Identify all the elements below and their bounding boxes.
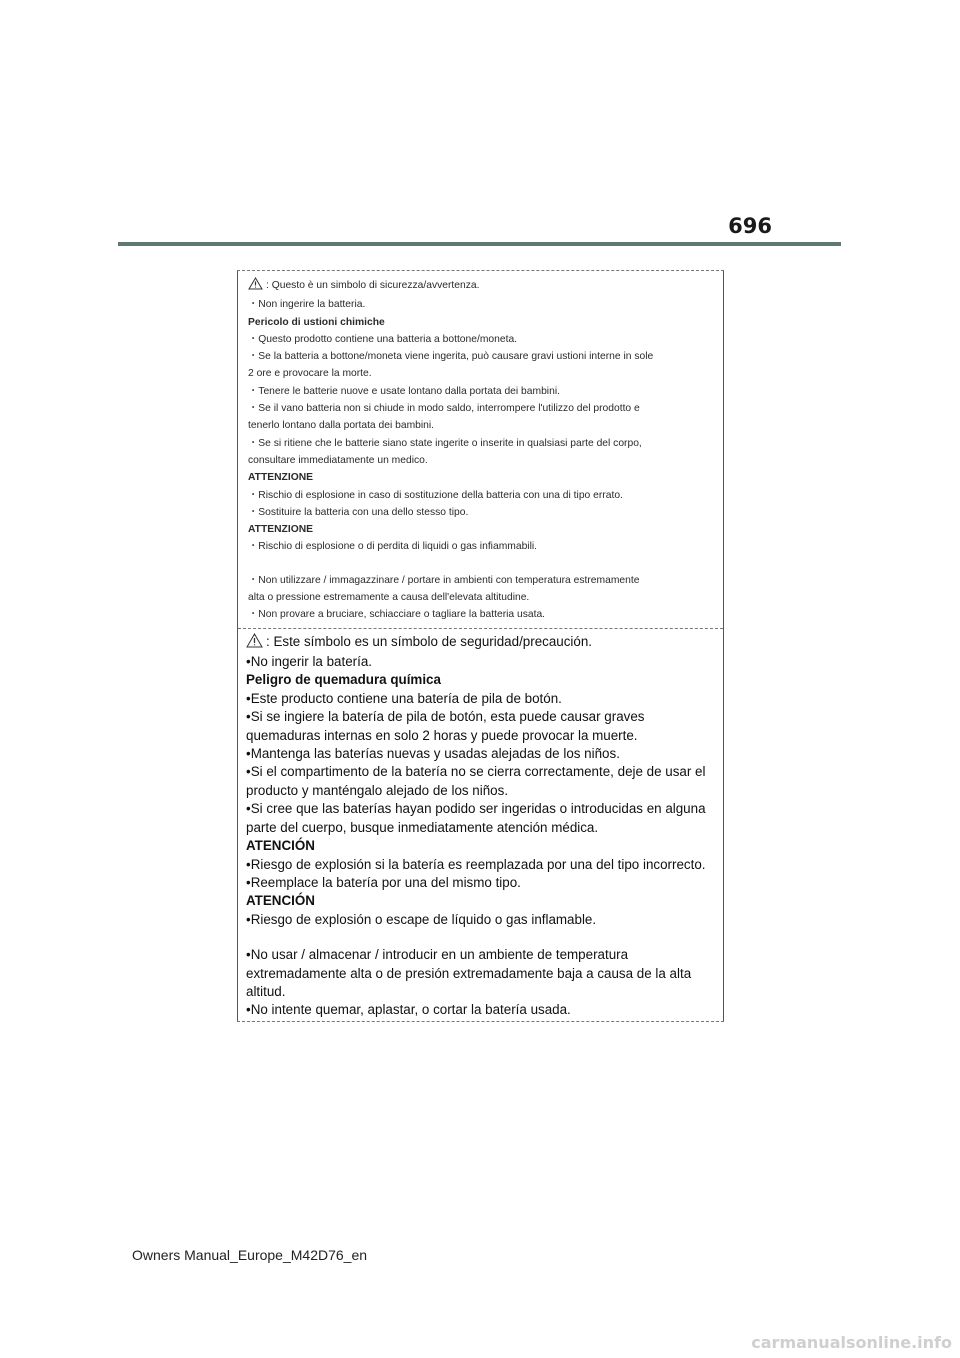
text-line: ・Se il vano batteria non si chiude in modo saldo, interrompere l'utilizzo del prodotto e [248, 403, 640, 415]
section-heading: Peligro de quemadura química [246, 672, 441, 688]
text-line: •Este producto contiene una batería de pila de botón. [246, 690, 562, 706]
text-line: ・Questo prodotto contiene una batteria a bottone/moneta. [248, 333, 518, 345]
text-line: ・Rischio di esplosione in caso di sostituzione della batteria con una di tipo errato. [248, 489, 623, 501]
text-line: •Si cree que las baterías hayan podido ser ingeridas o introducidas en alguna [246, 801, 706, 817]
text-line: producto y manténgalo alejado de los niños. [246, 782, 509, 798]
section-heading: ATENCIÓN [246, 893, 315, 909]
spanish-warning-symbol-line [246, 633, 715, 653]
italian-warning-section [238, 270, 723, 628]
text-line: ・Se si ritiene che le batterie siano state ingerite o inserite in qualsiasi parte del corpo, [248, 437, 642, 449]
text-line: consultare immediatamente un medico. [248, 454, 428, 466]
text-line: •No ingerir la batería. [246, 654, 373, 670]
text-line: ・Sostituire la batteria con una dello stesso tipo. [248, 506, 469, 518]
section-heading: Pericolo di ustioni chimiche [248, 316, 385, 328]
battery-warning-box [237, 270, 724, 1022]
text-line: ・Non provare a bruciare, schiacciare o tagliare la batteria usata. [248, 609, 546, 621]
text-line: quemaduras internas en solo 2 horas y puede provocar la muerte. [246, 727, 638, 743]
header-rule [118, 242, 841, 246]
italian-warning-symbol-line [248, 277, 713, 296]
text-line: 2 ore e provocare la morte. [248, 368, 372, 380]
text-line: •Reemplace la batería por una del mismo tipo. [246, 874, 521, 890]
text-line: •Riesgo de explosión o escape de líquido o gas inflamable. [246, 911, 597, 927]
text-line: altitud. [246, 983, 286, 999]
blank-gap [248, 556, 713, 572]
section-heading: ATTENZIONE [248, 472, 314, 484]
spanish-warning-section [238, 628, 723, 1022]
text-line: •No intente quemar, aplastar, o cortar la batería usada. [246, 1002, 571, 1018]
text-line: •Si el compartimento de la batería no se cierra correctamente, deje de usar el [246, 764, 706, 780]
text-line: ・Se la batteria a bottone/moneta viene ingerita, può causare gravi ustioni interne in sole [248, 351, 654, 363]
text-line: tenerlo lontano dalla portata dei bambini. [248, 420, 435, 432]
blank-gap [246, 929, 715, 946]
page-number: 696 [728, 214, 772, 238]
warning-triangle-icon [246, 633, 263, 653]
text-line: alta o pressione estremamente a causa dell'elevata altitudine. [248, 592, 530, 604]
text-line: •Riesgo de explosión si la batería es reemplazada por una del tipo incorrecto. [246, 856, 706, 872]
text-line: ・Rischio di esplosione o di perdita di liquidi o gas infiammabili. [248, 541, 538, 553]
warning-triangle-icon [248, 277, 263, 296]
spanish-lines [246, 653, 715, 1020]
text-line: parte del cuerpo, busque inmediatamente atención médica. [246, 819, 599, 835]
section-heading: ATTENZIONE [248, 524, 314, 536]
text-line: ・Tenere le batterie nuove e usate lontano dalla portata dei bambini. [248, 385, 560, 397]
italian-warning-text: : Questo è un simbolo di sicurezza/avvertenza. [266, 280, 480, 291]
italian-lines [248, 296, 713, 623]
document-footer: Owners Manual_Europe_M42D76_en [132, 1247, 368, 1263]
text-line: •Mantenga las baterías nuevas y usadas alejadas de los niños. [246, 746, 620, 762]
watermark-logo: carmanualsonline.info [751, 1333, 952, 1352]
text-line: ・Non utilizzare / immagazzinare / portare in ambienti con temperatura estremamente [248, 574, 640, 586]
section-heading: ATENCIÓN [246, 838, 315, 854]
text-line: •Si se ingiere la batería de pila de botón, esta puede causar graves [246, 709, 645, 725]
text-line: ・Non ingerire la batteria. [248, 299, 366, 311]
spanish-warning-text: : Este símbolo es un símbolo de seguridad/precaución. [266, 633, 593, 649]
text-line: extremadamente alta o de presión extremadamente baja a causa de la alta [246, 965, 692, 981]
text-line: •No usar / almacenar / introducir en un ambiente de temperatura [246, 947, 629, 963]
